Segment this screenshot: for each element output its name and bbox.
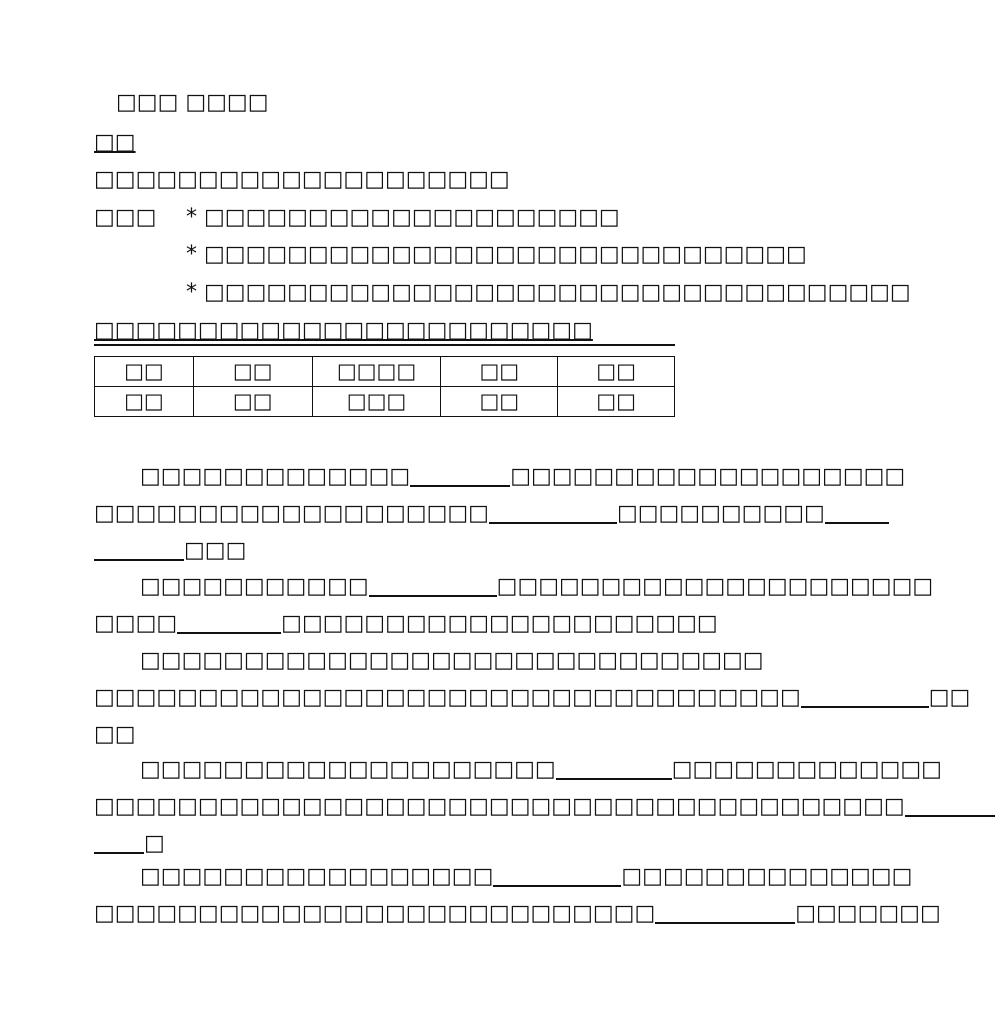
paragraph-text: □□□□□□□	[795, 901, 941, 926]
document-title: □□□ □□□□	[116, 90, 269, 115]
paragraph-text: □□□□□□□□□□	[616, 501, 825, 526]
answer-blank[interactable]	[177, 606, 281, 634]
note-text: □□□□□□□□□□□□□□□□□□□□□□□□	[94, 318, 593, 343]
table-cell: □□□	[312, 387, 441, 417]
fill-in-paragraph	[94, 568, 934, 642]
abbreviation-table	[94, 356, 675, 417]
paragraph-text: □□□	[184, 538, 247, 563]
paragraph-text: □□□□□□□□□□□□□□□□□□□□	[140, 757, 556, 782]
answer-blank[interactable]	[493, 859, 621, 887]
answer-blank[interactable]	[801, 680, 929, 708]
fill-in-paragraph	[94, 642, 971, 753]
answer-blank[interactable]	[905, 789, 995, 817]
paragraph-text: □□□□□□□□□□□□□□□□□□□□□□□□□□□□□□	[140, 648, 764, 673]
paragraph-text: □□□□□□□□□□□□□□□□□□□	[94, 501, 489, 526]
paragraph-text: □□□□□□□□□□□	[140, 574, 369, 599]
answer-blank[interactable]	[825, 496, 889, 524]
paragraph-text: □□	[928, 685, 971, 710]
paragraph-text: □□□□□□□□□□□□□□□□□□□□□□□□□□□□□□□□□□	[94, 685, 801, 710]
paragraph-text: □	[144, 831, 165, 856]
paragraph-text: □□□□□□□□□□□□□□□□□□□	[510, 464, 906, 489]
table-cell: □□	[193, 387, 312, 417]
table-row	[95, 387, 675, 417]
answer-blank[interactable]	[369, 569, 497, 597]
fill-in-paragraph	[94, 858, 941, 932]
paragraph-text: □□	[94, 722, 136, 747]
paragraph-text: □□□□□□□□□□□□□□□□□□□□□□□□□□□□□□□□□□□□□□□	[94, 794, 905, 819]
paragraph-text: □□□□□□□□□□□□□□□□□□□□□□□□□□□	[94, 901, 656, 926]
table-cell: □□	[95, 387, 194, 417]
table-row	[95, 357, 675, 387]
intro-text: □□□□□□□□□□□□□□□□□□□□	[94, 167, 510, 192]
fill-in-paragraph	[94, 751, 942, 862]
requirement-item: * □□□□□□□□□□□□□□□□□□□□□□□□□□□□□□□□□□	[186, 280, 911, 305]
table-cell: □□	[441, 357, 558, 387]
table-cell: □□	[558, 387, 675, 417]
table-cell: □□	[95, 357, 194, 387]
requirements-label: □□□	[94, 205, 157, 230]
answer-blank[interactable]	[94, 826, 144, 854]
answer-blank[interactable]	[489, 496, 617, 524]
paragraph-text: □□□□□□□□□□□□□□□□□□□□□	[281, 611, 718, 636]
requirement-item: * □□□□□□□□□□□□□□□□□□□□	[186, 205, 620, 230]
answer-blank[interactable]	[556, 752, 672, 780]
answer-blank[interactable]	[94, 533, 184, 561]
table-cell: □□□□	[312, 357, 441, 387]
horizontal-rule	[94, 344, 675, 346]
paragraph-text: □□□□	[94, 611, 178, 636]
fill-in-paragraph	[94, 458, 906, 569]
answer-blank[interactable]	[655, 896, 795, 924]
requirement-item: * □□□□□□□□□□□□□□□□□□□□□□□□□□□□□	[186, 242, 807, 267]
section-heading: □□	[94, 130, 136, 155]
paragraph-text: □□□□□□□□□□□□□□□□□□□□□	[496, 574, 934, 599]
table-cell: □□	[558, 357, 675, 387]
paragraph-text: □□□□□□□□□□□□□□□□□	[140, 864, 494, 889]
paragraph-text: □□□□□□□□□□□□□□	[621, 864, 913, 889]
paragraph-text: □□□□□□□□□□□□□	[140, 464, 411, 489]
table-cell: □□	[441, 387, 558, 417]
answer-blank[interactable]	[410, 459, 510, 487]
table-cell: □□	[193, 357, 312, 387]
paragraph-text: □□□□□□□□□□□□□	[671, 757, 942, 782]
